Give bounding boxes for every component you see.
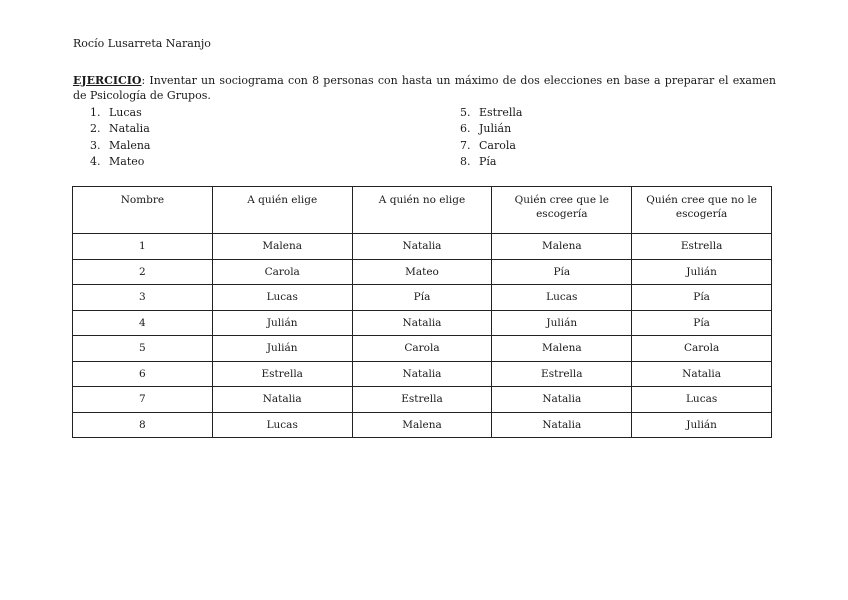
table-cell: 4 <box>73 310 213 336</box>
person-name: Lucas <box>109 106 142 119</box>
table-cell: Estrella <box>492 361 632 387</box>
table-cell: Julián <box>212 310 352 336</box>
table-cell: Natalia <box>352 361 492 387</box>
table-cell: Lucas <box>632 387 772 413</box>
column-header-no-elige: A quién no elige <box>352 187 492 234</box>
table-cell: Julián <box>632 412 772 438</box>
list-number: 6. <box>460 122 471 136</box>
table-cell: Malena <box>352 412 492 438</box>
table-row <box>73 234 772 260</box>
table-cell: Malena <box>492 234 632 260</box>
list-item <box>90 121 151 137</box>
list-item <box>90 138 151 154</box>
table-cell: Pía <box>492 259 632 285</box>
table-row <box>73 361 772 387</box>
table-row <box>73 336 772 362</box>
table-cell: Julián <box>632 259 772 285</box>
table-cell: Estrella <box>352 387 492 413</box>
table-cell: Lucas <box>492 285 632 311</box>
table-cell: Malena <box>212 234 352 260</box>
list-number: 5. <box>460 106 471 119</box>
person-name: Julián <box>479 122 512 136</box>
person-name: Estrella <box>479 106 523 119</box>
table-row <box>73 285 772 311</box>
table-row <box>73 387 772 413</box>
list-item <box>460 121 522 137</box>
person-name: Mateo <box>109 154 145 168</box>
table-cell: Mateo <box>352 259 492 285</box>
table-cell: 1 <box>73 234 213 260</box>
person-name: Pía <box>479 154 497 168</box>
exercise-text: : Inventar un sociograma con 8 personas con hasta un máximo de dos elecciones en base a preparar el examen de Psicología de Grupos. <box>73 74 776 102</box>
list-number: 1. <box>90 106 101 119</box>
table-cell: 2 <box>73 259 213 285</box>
table-cell: Estrella <box>632 234 772 260</box>
list-item <box>90 154 151 170</box>
table-cell: Pía <box>632 285 772 311</box>
table-cell: Natalia <box>352 234 492 260</box>
list-number: 4. <box>90 154 101 168</box>
table-row <box>73 259 772 285</box>
table-cell: Lucas <box>212 412 352 438</box>
table-cell: Julián <box>492 310 632 336</box>
table-cell: Estrella <box>212 361 352 387</box>
sociogram-table <box>72 186 772 438</box>
table-row <box>73 412 772 438</box>
author-name: Rocío Lusarreta Naranjo <box>73 37 211 50</box>
table-cell: Natalia <box>492 412 632 438</box>
column-header-cree-no-escogeria: Quién cree que no le escogería <box>632 187 772 234</box>
table-cell: Lucas <box>212 285 352 311</box>
table-cell: 7 <box>73 387 213 413</box>
person-name: Malena <box>109 138 151 152</box>
exercise-statement <box>73 73 776 103</box>
list-item <box>90 105 151 121</box>
table-cell: Malena <box>492 336 632 362</box>
table-cell: 8 <box>73 412 213 438</box>
list-number: 3. <box>90 138 101 152</box>
table-cell: Carola <box>212 259 352 285</box>
table-cell: Natalia <box>632 361 772 387</box>
list-number: 2. <box>90 122 101 136</box>
person-name: Natalia <box>109 122 150 136</box>
list-item <box>460 138 522 154</box>
table-cell: Natalia <box>352 310 492 336</box>
list-item <box>460 154 522 170</box>
list-item <box>460 105 522 121</box>
table-cell: 3 <box>73 285 213 311</box>
column-header-cree-escogeria: Quién cree que le escogería <box>492 187 632 234</box>
list-number: 7. <box>460 138 471 152</box>
table-cell: Carola <box>352 336 492 362</box>
table-cell: Natalia <box>492 387 632 413</box>
table-cell: Pía <box>632 310 772 336</box>
exercise-label: EJERCICIO <box>73 74 142 87</box>
names-list-right <box>460 105 522 170</box>
table-cell: Julián <box>212 336 352 362</box>
table-cell: Natalia <box>212 387 352 413</box>
person-name: Carola <box>479 138 516 152</box>
table-row <box>73 310 772 336</box>
column-header-elige: A quién elige <box>212 187 352 234</box>
table-cell: 6 <box>73 361 213 387</box>
column-header-nombre: Nombre <box>73 187 213 234</box>
table-cell: 5 <box>73 336 213 362</box>
list-number: 8. <box>460 154 471 168</box>
table-cell: Pía <box>352 285 492 311</box>
table-cell: Carola <box>632 336 772 362</box>
table-header-row <box>73 187 772 234</box>
names-list-left <box>90 105 151 170</box>
